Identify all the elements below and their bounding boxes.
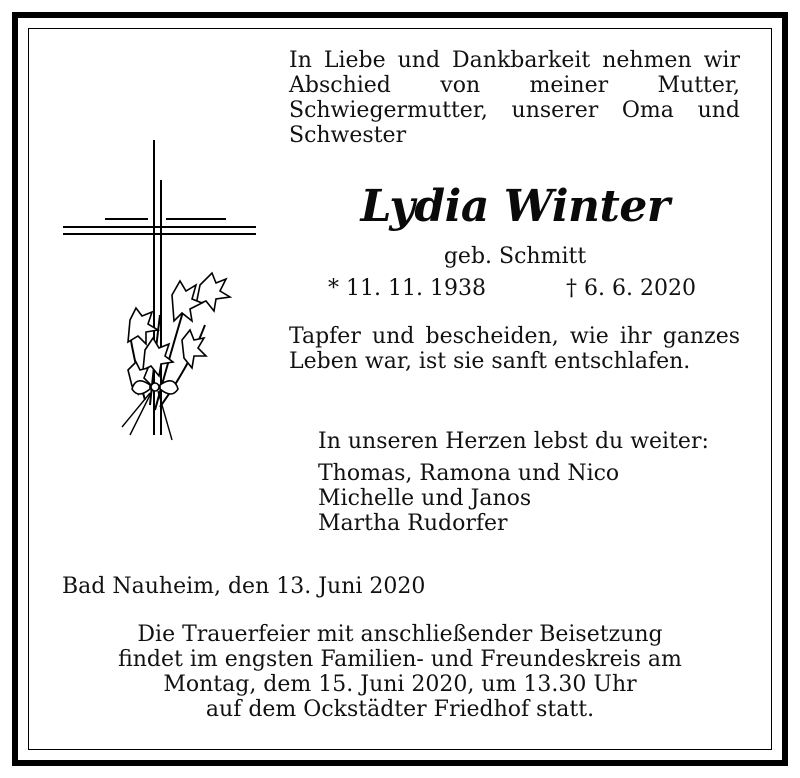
- family-member: Thomas, Ramona und Nico: [318, 461, 620, 486]
- death-date: † 6. 6. 2020: [566, 276, 696, 301]
- birth-date: * 11. 11. 1938: [328, 276, 486, 301]
- intro-text: In Liebe und Dankbarkeit nehmen wir Abschied von meiner Mutter, Schwiegermutter, unserer Oma und Schwester: [289, 48, 740, 148]
- family-member: Michelle und Janos: [318, 486, 532, 511]
- funeral-line: auf dem Ockstädter Friedhof statt.: [205, 697, 595, 722]
- funeral-line: Die Trauerfeier mit anschließender Beisetzung: [137, 622, 663, 647]
- family-member: Martha Rudorfer: [318, 511, 508, 536]
- deceased-name: Lydia Winter: [360, 181, 670, 232]
- place-date: Bad Nauheim, den 13. Juni 2020: [62, 574, 426, 599]
- funeral-line: Montag, dem 15. Juni 2020, um 13.30 Uhr: [163, 672, 637, 697]
- funeral-line: findet im engsten Familien- und Freundeskreis am: [118, 647, 682, 672]
- family-list: [318, 461, 619, 536]
- cross-with-flowers-icon: [60, 135, 260, 455]
- tribute-text: Tapfer und bescheiden, wie ihr ganzes Leben war, ist sie sanft entschlafen.: [289, 324, 740, 374]
- maiden-name: geb. Schmitt: [443, 244, 587, 269]
- heart-line: In unseren Herzen lebst du weiter:: [318, 429, 709, 454]
- funeral-info: [62, 622, 738, 722]
